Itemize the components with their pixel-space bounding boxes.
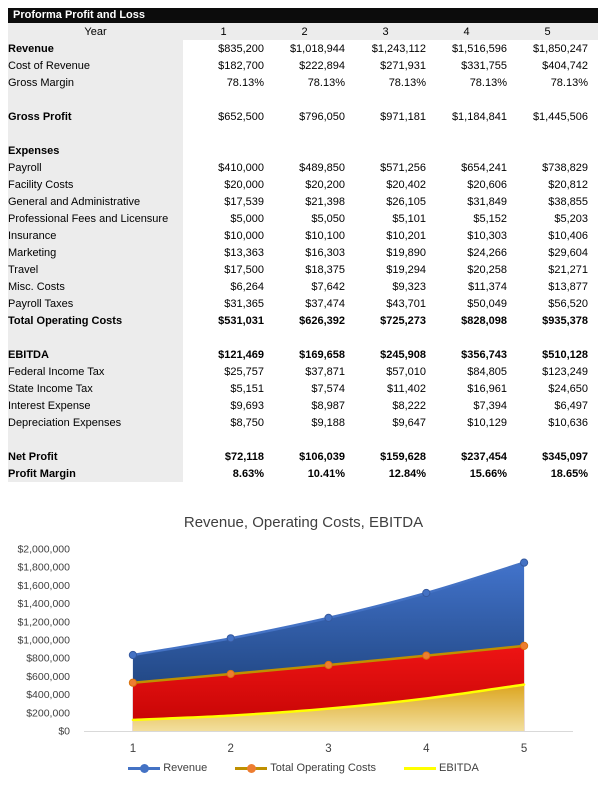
filler-cell xyxy=(588,57,598,74)
row-label: Expenses xyxy=(8,142,183,159)
table-row xyxy=(8,57,598,74)
table-row xyxy=(8,210,598,227)
cell-value: $123,249 xyxy=(507,363,588,380)
x-axis-tick-label: 2 xyxy=(227,743,234,755)
cell-value: $6,497 xyxy=(507,397,588,414)
cell-value: $57,010 xyxy=(345,363,426,380)
row-label xyxy=(8,125,183,142)
cell-value: $20,402 xyxy=(345,176,426,193)
cell-value xyxy=(345,142,426,159)
cell-value: 8.63% xyxy=(183,465,264,482)
cell-value: $725,273 xyxy=(345,312,426,329)
cell-value: $222,894 xyxy=(264,57,345,74)
cell-value: $5,203 xyxy=(507,210,588,227)
filler-cell xyxy=(588,244,598,261)
cell-value: $20,258 xyxy=(426,261,507,278)
legend-label: Total Operating Costs xyxy=(270,762,377,774)
cell-value: $18,375 xyxy=(264,261,345,278)
cell-value: $17,500 xyxy=(183,261,264,278)
y-axis-tick-label: $600,000 xyxy=(26,670,70,683)
chart-title: Revenue, Operating Costs, EBITDA xyxy=(183,514,424,531)
x-axis-tick-label: 3 xyxy=(325,743,332,755)
y-axis-tick-label: $200,000 xyxy=(26,707,70,720)
row-label: Depreciation Expenses xyxy=(8,414,183,431)
y-axis-tick-label: $1,400,000 xyxy=(17,598,70,611)
row-label: Gross Profit xyxy=(8,108,183,125)
cell-value: $84,805 xyxy=(426,363,507,380)
cell-value: $331,755 xyxy=(426,57,507,74)
cell-value: $7,574 xyxy=(264,380,345,397)
cell-value: $9,323 xyxy=(345,278,426,295)
table-row xyxy=(8,312,598,329)
cell-value xyxy=(426,91,507,108)
legend-label: Revenue xyxy=(163,762,208,774)
table-row xyxy=(8,176,598,193)
cell-value: $828,098 xyxy=(426,312,507,329)
cell-value: $1,516,596 xyxy=(426,40,507,57)
filler-cell xyxy=(588,176,598,193)
profit-and-loss-report xyxy=(8,8,598,482)
legend-item-ebitda xyxy=(404,762,479,774)
cell-value: $1,243,112 xyxy=(345,40,426,57)
cell-value: $38,855 xyxy=(507,193,588,210)
filler-cell xyxy=(588,261,598,278)
filler-cell xyxy=(588,431,598,448)
revenue-marker xyxy=(521,559,528,566)
cell-value: $159,628 xyxy=(345,448,426,465)
cell-value: $56,520 xyxy=(507,295,588,312)
cell-value: $404,742 xyxy=(507,57,588,74)
cell-value: $13,363 xyxy=(183,244,264,261)
row-label: Payroll Taxes xyxy=(8,295,183,312)
x-axis-tick-label: 4 xyxy=(423,743,430,755)
year-column-header: 1 xyxy=(183,23,264,40)
table-row xyxy=(8,108,598,125)
row-label: Insurance xyxy=(8,227,183,244)
cell-value: $29,604 xyxy=(507,244,588,261)
cell-value xyxy=(264,125,345,142)
cell-value: $5,101 xyxy=(345,210,426,227)
filler-cell xyxy=(588,448,598,465)
row-label: Profit Margin xyxy=(8,465,183,482)
cell-value: $626,392 xyxy=(264,312,345,329)
filler-cell xyxy=(588,40,598,57)
cell-value: $5,152 xyxy=(426,210,507,227)
legend-item-revenue xyxy=(128,762,207,774)
filler-cell xyxy=(588,414,598,431)
cell-value xyxy=(426,329,507,346)
cell-value xyxy=(264,431,345,448)
row-label: Misc. Costs xyxy=(8,278,183,295)
cell-value: $356,743 xyxy=(426,346,507,363)
row-label: General and Administrative xyxy=(8,193,183,210)
cell-value: $271,931 xyxy=(345,57,426,74)
cell-value: $1,018,944 xyxy=(264,40,345,57)
filler-cell xyxy=(588,312,598,329)
filler-cell xyxy=(588,295,598,312)
cell-value: $20,812 xyxy=(507,176,588,193)
row-label: State Income Tax xyxy=(8,380,183,397)
cell-value: $121,469 xyxy=(183,346,264,363)
cell-value: $10,303 xyxy=(426,227,507,244)
cell-value: $20,000 xyxy=(183,176,264,193)
cell-value: $10,000 xyxy=(183,227,264,244)
cell-value xyxy=(345,431,426,448)
row-label: Interest Expense xyxy=(8,397,183,414)
cell-value: $37,474 xyxy=(264,295,345,312)
area-chart xyxy=(0,506,607,786)
table-row xyxy=(8,261,598,278)
ebitda-legend-swatch-icon xyxy=(404,764,436,773)
cell-value xyxy=(264,329,345,346)
cell-value: $971,181 xyxy=(345,108,426,125)
spacer-row xyxy=(8,431,598,448)
cell-value: $20,606 xyxy=(426,176,507,193)
cell-value: $7,394 xyxy=(426,397,507,414)
cell-value: $37,871 xyxy=(264,363,345,380)
cell-value: $345,097 xyxy=(507,448,588,465)
filler-cell xyxy=(588,397,598,414)
cell-value xyxy=(426,125,507,142)
table-row xyxy=(8,227,598,244)
cell-value: $7,642 xyxy=(264,278,345,295)
year-header-label: Year xyxy=(8,23,183,40)
row-label: Professional Fees and Licensure xyxy=(8,210,183,227)
cell-value: $25,757 xyxy=(183,363,264,380)
cell-value xyxy=(507,91,588,108)
filler-cell xyxy=(588,193,598,210)
y-axis-tick-label: $400,000 xyxy=(26,689,70,702)
cell-value xyxy=(507,329,588,346)
cell-value: $10,636 xyxy=(507,414,588,431)
cell-value: $24,650 xyxy=(507,380,588,397)
cell-value xyxy=(264,142,345,159)
year-header-row xyxy=(8,23,598,40)
cell-value: $31,365 xyxy=(183,295,264,312)
row-label: EBITDA xyxy=(8,346,183,363)
spacer-row xyxy=(8,329,598,346)
row-label: Payroll xyxy=(8,159,183,176)
cell-value: $8,987 xyxy=(264,397,345,414)
row-label xyxy=(8,91,183,108)
cell-value: $510,128 xyxy=(507,346,588,363)
cell-value xyxy=(507,125,588,142)
table-row xyxy=(8,159,598,176)
cell-value: $5,151 xyxy=(183,380,264,397)
table-row xyxy=(8,380,598,397)
cell-value: 78.13% xyxy=(345,74,426,91)
y-axis-tick-label: $2,000,000 xyxy=(17,543,70,556)
table-row xyxy=(8,40,598,57)
cell-value: $11,402 xyxy=(345,380,426,397)
cell-value: $245,908 xyxy=(345,346,426,363)
filler-cell xyxy=(588,142,598,159)
cell-value: $8,750 xyxy=(183,414,264,431)
cell-value: $16,303 xyxy=(264,244,345,261)
cell-value: $19,890 xyxy=(345,244,426,261)
row-label: Federal Income Tax xyxy=(8,363,183,380)
cell-value: $24,266 xyxy=(426,244,507,261)
y-axis-tick-label: $1,200,000 xyxy=(17,616,70,629)
y-axis-tick-label: $1,600,000 xyxy=(17,579,70,592)
cell-value: $50,049 xyxy=(426,295,507,312)
total-operating-costs-marker xyxy=(423,652,430,659)
pnl-table xyxy=(8,23,598,482)
filler-cell xyxy=(588,108,598,125)
cell-value: $43,701 xyxy=(345,295,426,312)
cell-value: $21,271 xyxy=(507,261,588,278)
cell-value: 10.41% xyxy=(264,465,345,482)
y-axis-tick-label: $1,000,000 xyxy=(17,634,70,647)
legend-item-total-operating-costs xyxy=(235,762,376,774)
filler-cell xyxy=(588,227,598,244)
cell-value: $796,050 xyxy=(264,108,345,125)
filler-cell xyxy=(588,125,598,142)
filler-cell xyxy=(588,23,598,40)
cell-value: $9,188 xyxy=(264,414,345,431)
cell-value xyxy=(183,431,264,448)
cell-value xyxy=(345,125,426,142)
filler-cell xyxy=(588,329,598,346)
cell-value: $237,454 xyxy=(426,448,507,465)
cell-value: $6,264 xyxy=(183,278,264,295)
cell-value: $410,000 xyxy=(183,159,264,176)
table-row xyxy=(8,193,598,210)
filler-cell xyxy=(588,346,598,363)
cell-value: $9,647 xyxy=(345,414,426,431)
cell-value: 78.13% xyxy=(426,74,507,91)
cell-value: $1,184,841 xyxy=(426,108,507,125)
year-column-header: 3 xyxy=(345,23,426,40)
cell-value: $11,374 xyxy=(426,278,507,295)
total-operating-costs-marker xyxy=(521,642,528,649)
cell-value: $835,200 xyxy=(183,40,264,57)
cell-value: 12.84% xyxy=(345,465,426,482)
cell-value: $489,850 xyxy=(264,159,345,176)
y-axis-tick-label: $800,000 xyxy=(26,652,70,665)
table-row xyxy=(8,448,598,465)
total-operating-costs-marker xyxy=(129,679,136,686)
cell-value: $9,693 xyxy=(183,397,264,414)
cell-value xyxy=(345,91,426,108)
y-axis-tick-label: $1,800,000 xyxy=(17,561,70,574)
cell-value: 78.13% xyxy=(183,74,264,91)
filler-cell xyxy=(588,465,598,482)
chart-legend xyxy=(0,762,607,774)
total-operating-costs-legend-swatch-icon xyxy=(235,764,267,773)
cell-value: 15.66% xyxy=(426,465,507,482)
cell-value: $531,031 xyxy=(183,312,264,329)
filler-cell xyxy=(588,278,598,295)
cell-value: $72,118 xyxy=(183,448,264,465)
cell-value: $10,406 xyxy=(507,227,588,244)
table-row xyxy=(8,346,598,363)
cell-value: $13,877 xyxy=(507,278,588,295)
row-label: Facility Costs xyxy=(8,176,183,193)
filler-cell xyxy=(588,380,598,397)
cell-value: $20,200 xyxy=(264,176,345,193)
year-column-header: 4 xyxy=(426,23,507,40)
revenue-legend-swatch-icon xyxy=(128,764,160,773)
table-row xyxy=(8,465,598,482)
cell-value: $1,445,506 xyxy=(507,108,588,125)
revenue-marker xyxy=(129,651,136,658)
filler-cell xyxy=(588,210,598,227)
total-operating-costs-marker xyxy=(325,661,332,668)
cell-value: $16,961 xyxy=(426,380,507,397)
row-label: Gross Margin xyxy=(8,74,183,91)
year-column-header: 2 xyxy=(264,23,345,40)
cell-value xyxy=(345,329,426,346)
row-label: Marketing xyxy=(8,244,183,261)
cell-value: $19,294 xyxy=(345,261,426,278)
table-row xyxy=(8,74,598,91)
filler-cell xyxy=(588,159,598,176)
cell-value: $169,658 xyxy=(264,346,345,363)
table-row xyxy=(8,397,598,414)
row-label: Travel xyxy=(8,261,183,278)
cell-value: 78.13% xyxy=(507,74,588,91)
cell-value: $935,378 xyxy=(507,312,588,329)
cell-value: $738,829 xyxy=(507,159,588,176)
table-row xyxy=(8,414,598,431)
revenue-marker xyxy=(325,614,332,621)
row-label: Cost of Revenue xyxy=(8,57,183,74)
x-axis-tick-label: 1 xyxy=(129,743,137,755)
table-row xyxy=(8,295,598,312)
cell-value: 78.13% xyxy=(264,74,345,91)
row-label: Net Profit xyxy=(8,448,183,465)
cell-value: $5,000 xyxy=(183,210,264,227)
table-row xyxy=(8,278,598,295)
spacer-row xyxy=(8,125,598,142)
legend-label: EBITDA xyxy=(439,762,479,774)
cell-value xyxy=(264,91,345,108)
cell-value: $654,241 xyxy=(426,159,507,176)
filler-cell xyxy=(588,91,598,108)
cell-value xyxy=(507,431,588,448)
cell-value: $10,129 xyxy=(426,414,507,431)
cell-value xyxy=(183,329,264,346)
cell-value: $1,850,247 xyxy=(507,40,588,57)
row-label: Revenue xyxy=(8,40,183,57)
chart-section xyxy=(0,506,607,786)
year-column-header: 5 xyxy=(507,23,588,40)
x-axis-tick-label: 5 xyxy=(520,743,528,755)
cell-value: $10,201 xyxy=(345,227,426,244)
revenue-marker xyxy=(227,635,234,642)
cell-value: $182,700 xyxy=(183,57,264,74)
cell-value: $26,105 xyxy=(345,193,426,210)
filler-cell xyxy=(588,363,598,380)
cell-value xyxy=(183,142,264,159)
cell-value: $21,398 xyxy=(264,193,345,210)
cell-value xyxy=(426,142,507,159)
cell-value: $652,500 xyxy=(183,108,264,125)
table-row xyxy=(8,244,598,261)
cell-value: $8,222 xyxy=(345,397,426,414)
row-label xyxy=(8,329,183,346)
row-label: Total Operating Costs xyxy=(8,312,183,329)
cell-value: 18.65% xyxy=(507,465,588,482)
cell-value: $5,050 xyxy=(264,210,345,227)
report-title: Proforma Profit and Loss xyxy=(8,8,598,23)
y-axis-tick-label: $0 xyxy=(58,725,70,738)
cell-value: $106,039 xyxy=(264,448,345,465)
cell-value xyxy=(183,91,264,108)
spacer-row xyxy=(8,91,598,108)
cell-value: $571,256 xyxy=(345,159,426,176)
table-row xyxy=(8,142,598,159)
filler-cell xyxy=(588,74,598,91)
table-row xyxy=(8,363,598,380)
cell-value: $10,100 xyxy=(264,227,345,244)
cell-value: $31,849 xyxy=(426,193,507,210)
cell-value xyxy=(183,125,264,142)
cell-value: $17,539 xyxy=(183,193,264,210)
total-operating-costs-marker xyxy=(227,670,234,677)
revenue-marker xyxy=(423,589,430,596)
cell-value xyxy=(507,142,588,159)
row-label xyxy=(8,431,183,448)
cell-value xyxy=(426,431,507,448)
